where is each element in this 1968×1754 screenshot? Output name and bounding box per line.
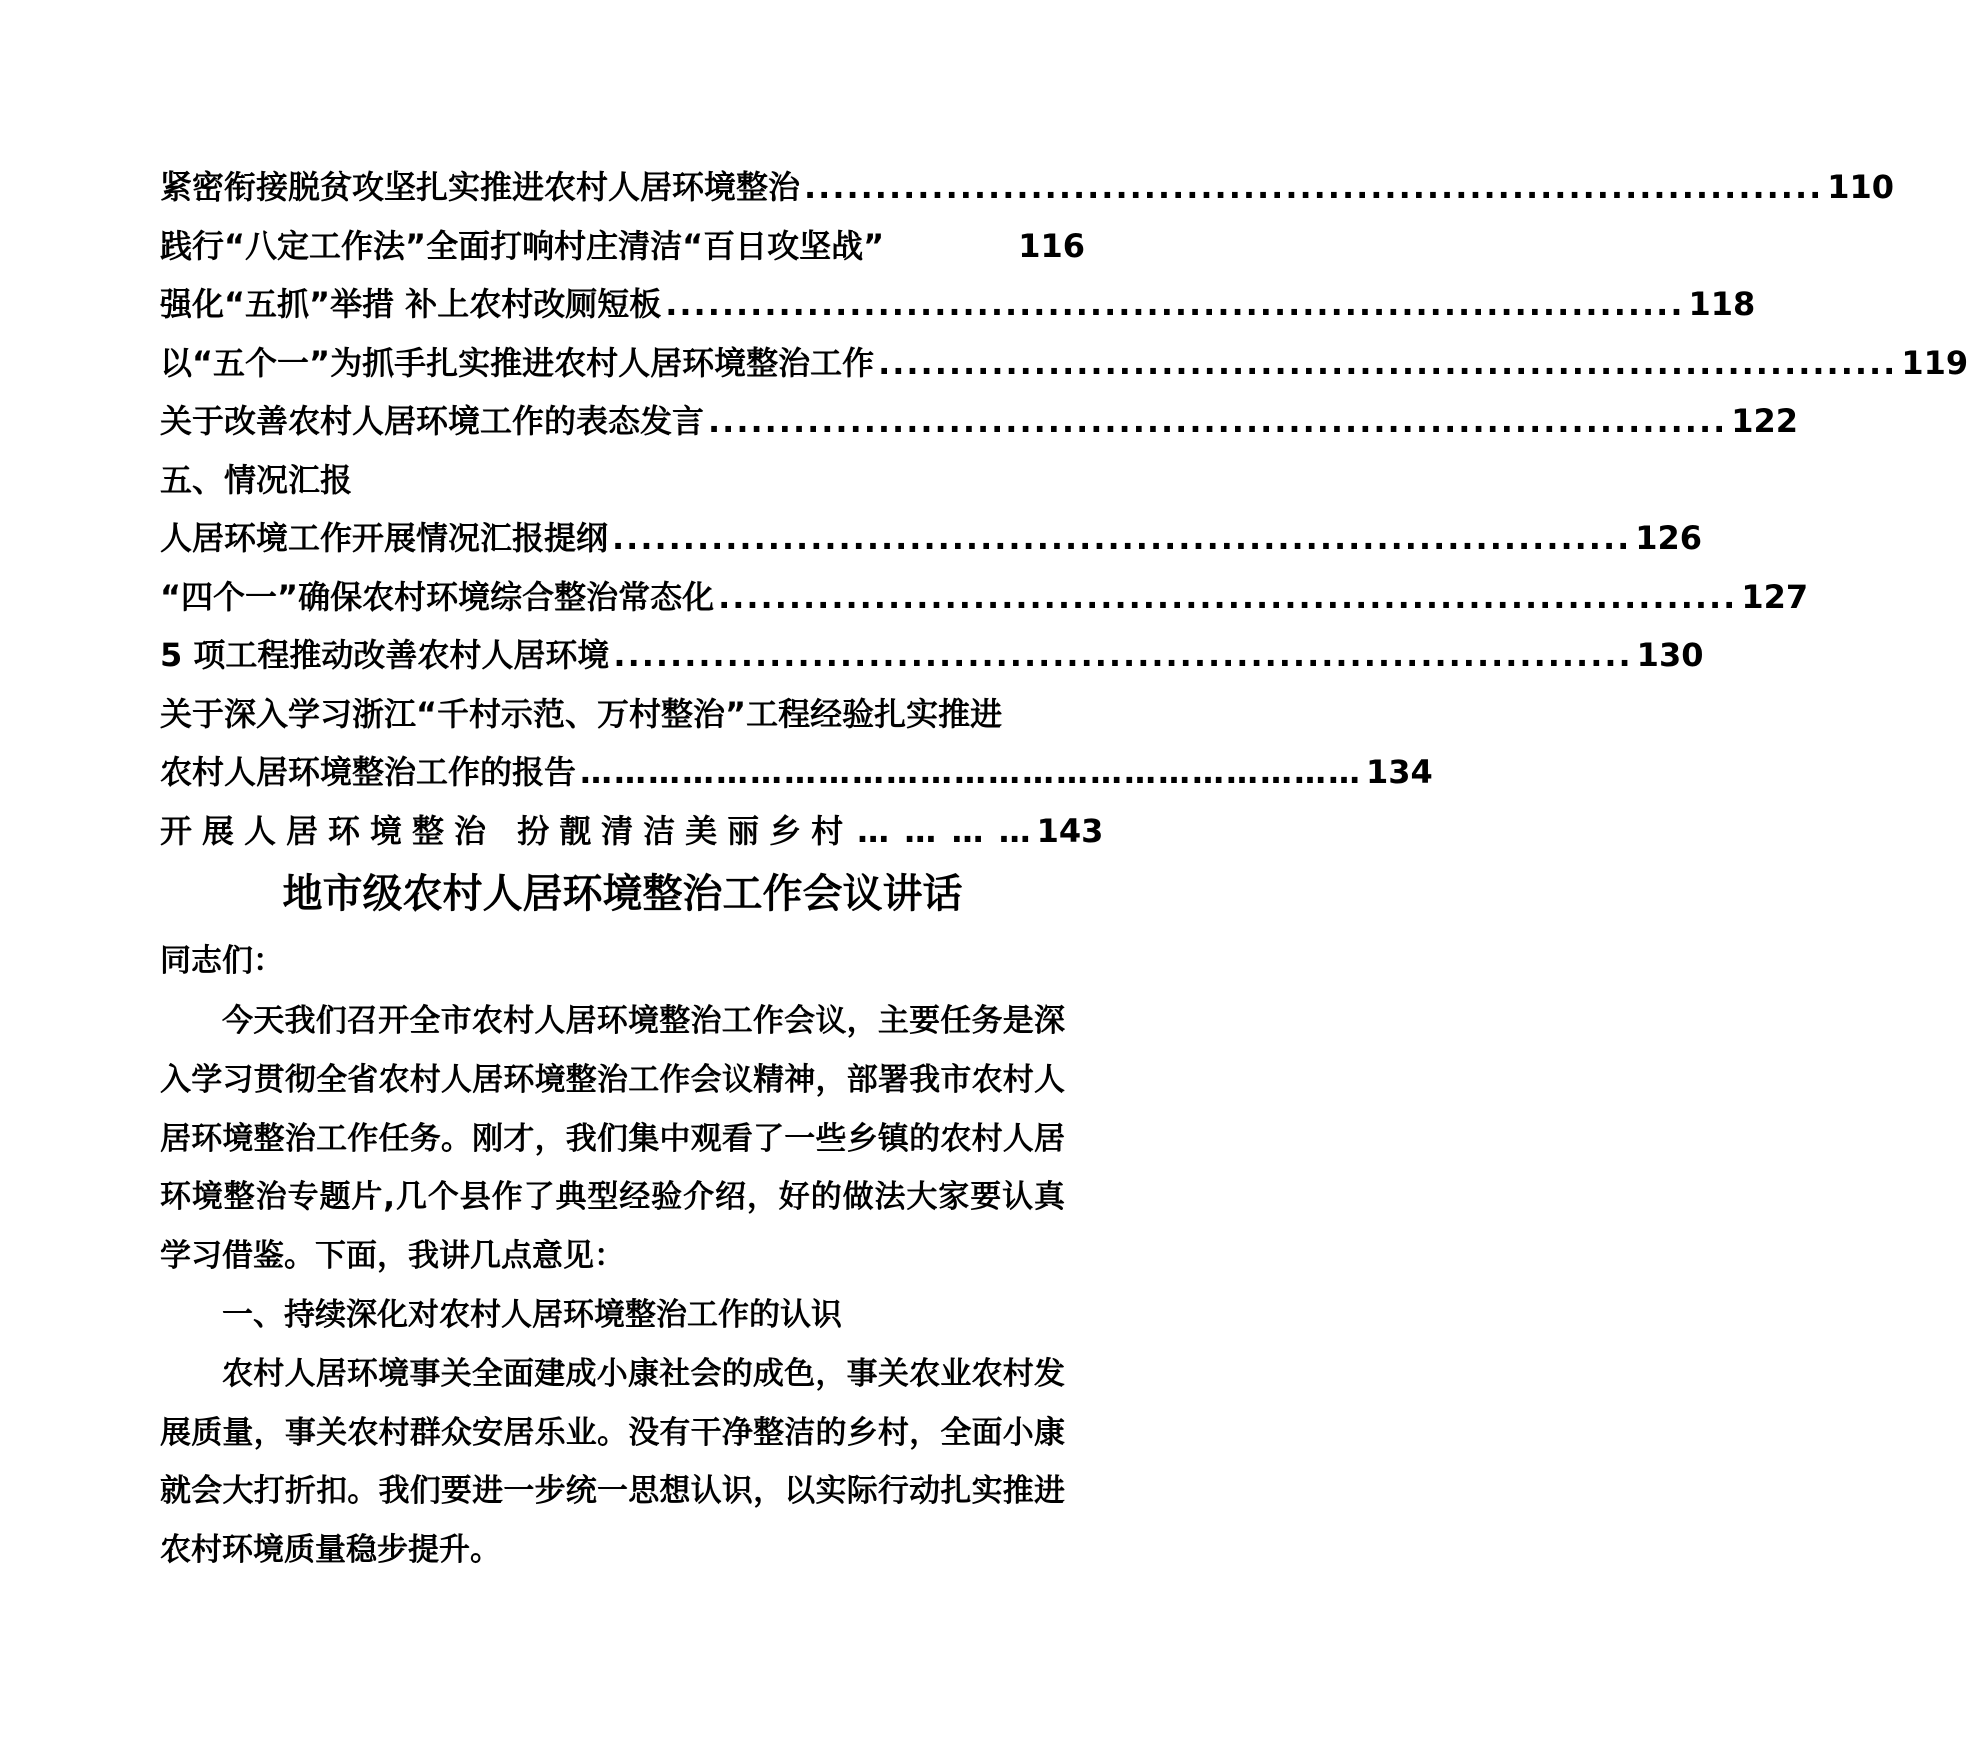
toc-entry-page: 134 <box>1366 753 1433 791</box>
toc-entry[interactable] <box>160 334 1968 393</box>
toc-entry-page: 122 <box>1731 402 1799 440</box>
toc-entry-title: 人居环境工作开展情况汇报提纲 <box>160 519 609 557</box>
toc-entry-page: 127 <box>1741 577 1809 616</box>
document-title: 地市级农村人居环境整治工作会议讲话 <box>282 871 963 917</box>
body-paragraph: 农村人居环境事关全面建成小康社会的成色，事关农业农村发展质量，事关农村群众安居乐业。没有干净整洁的乡村，全面小康就会大打折扣。我们要进一步统一思想认识，以实际行动扎实推进农村环境质量稳步提升。 <box>160 1355 1065 1569</box>
toc-entry[interactable] <box>160 217 1085 276</box>
intro-paragraph: 今天我们召开全市农村人居环境整治工作会议，主要任务是深入学习贯彻全省农村人居环境整治工作会议精神，部署我市农村人居环境整治工作任务。刚才，我们集中观看了一些乡镇的农村人居环境整治专题片,几个县作了典型经验介绍，好的做法大家要认真学习借鉴。下面，我讲几点意见： <box>160 1003 1065 1275</box>
section-heading: 一、持续深化对农村人居环境整治工作的认识 <box>222 1296 842 1333</box>
toc-entry[interactable] <box>160 509 1703 568</box>
toc-leader-dots: ........................................................................ <box>613 636 1633 674</box>
toc-entry-title: 践行“八定工作法”全面打响村庄清洁“百日攻坚战” <box>160 226 885 265</box>
toc-leader-dots: ........................................................................ <box>665 285 1685 323</box>
toc-leader-dots: ........................................................................ <box>612 519 1632 557</box>
toc-leader-dots: ........................................................................ <box>804 168 1824 206</box>
toc-entry-title: 5 项工程推动改善农村人居环境 <box>160 636 610 674</box>
toc-entry-page: 110 <box>1827 168 1895 206</box>
toc-entry-title: 开展人居环境整治 扮靓清洁美丽乡村 <box>160 811 854 850</box>
toc-entry[interactable] <box>160 743 1433 802</box>
table-of-contents <box>160 158 1968 860</box>
toc-entry[interactable] <box>160 626 1704 685</box>
toc-leader-dots: ........................................................................ <box>718 577 1738 616</box>
toc-leader-dots: ........................................................................ <box>708 402 1728 440</box>
toc-leader-dots: ........................................................................ <box>878 343 1898 382</box>
toc-entry[interactable] <box>160 158 1895 217</box>
toc-entry-page: 116 <box>1018 226 1085 265</box>
toc-entry-page: 118 <box>1688 285 1756 323</box>
toc-entry-title-line1[interactable]: 关于深入学习浙江“千村示范、万村整治”工程经验扎实推进 <box>160 694 1003 733</box>
document-page <box>160 0 1968 1580</box>
toc-entry[interactable] <box>160 392 1799 451</box>
salutation: 同志们： <box>160 943 284 979</box>
toc-entry-title: “四个一”确保农村环境综合整治常态化 <box>160 577 715 616</box>
toc-entry-title: 强化“五抓”举措 补上农村改厕短板 <box>160 285 662 323</box>
toc-leader-dots: …………………………………………………………… <box>580 753 1363 791</box>
toc-entry-page: 130 <box>1636 636 1704 674</box>
toc-entry-title-line2: 农村人居环境整治工作的报告 <box>160 753 577 791</box>
toc-entry[interactable] <box>160 275 1756 334</box>
toc-entry-title: 以“五个一”为抓手扎实推进农村人居环境整治工作 <box>160 343 875 382</box>
toc-entry-title: 关于改善农村人居环境工作的表态发言 <box>160 402 705 440</box>
toc-entry[interactable] <box>160 802 1104 861</box>
toc-entry-page: 143 <box>1036 811 1104 850</box>
toc-entry[interactable] <box>160 568 1809 627</box>
toc-entry-title: 紧密衔接脱贫攻坚扎实推进农村人居环境整治 <box>160 168 801 206</box>
toc-leader-dots: … … … … <box>857 811 1033 850</box>
toc-entry-page: 126 <box>1635 519 1703 557</box>
toc-entry-page: 119 <box>1901 343 1968 382</box>
toc-section-heading: 五、情况汇报 <box>160 460 353 499</box>
